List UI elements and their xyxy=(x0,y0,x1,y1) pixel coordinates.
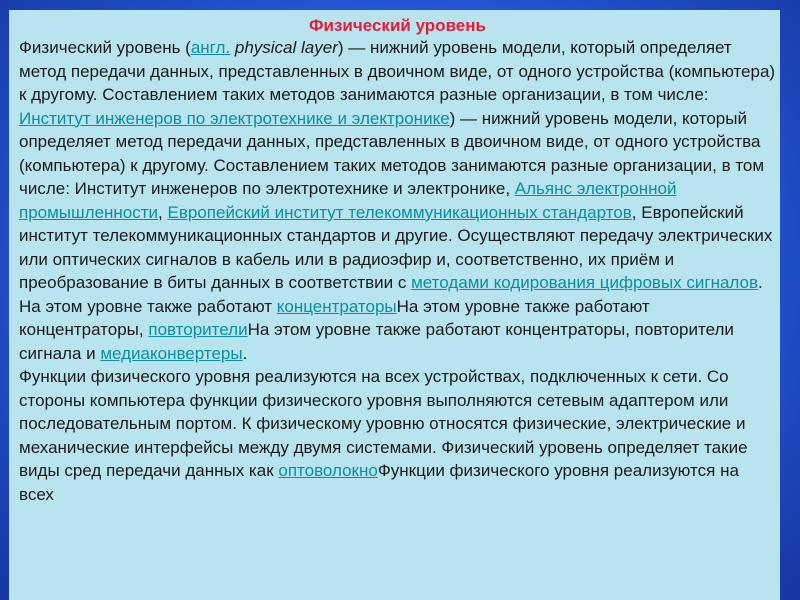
content-panel xyxy=(9,10,780,600)
text-span: ) — нижний уровень модели, который определяет метод передачи данных, представленных в двоичном виде, от одного устройства (компьютера) к другому. Составлением таких методов занимаются разные организации, в том числе: xyxy=(19,38,776,104)
text-span: На этом уровне также работают концентраторы, xyxy=(19,296,650,339)
link-hubs[interactable]: концентраторы xyxy=(276,296,397,316)
text-span: Функции физического уровня реализуются на всех устройствах, подключенных к сети. Со стороны компьютера функции физического уровня выполняются сетевым адаптером или последовательным портом. К физическому уровню относятся физические, электрические и механические интерфейсы между двумя системами. Физический уровень определяет такие виды сред передачи данных как xyxy=(19,367,748,480)
text-span: . xyxy=(758,273,763,292)
slide-title: Физический уровень xyxy=(309,16,486,35)
text-span: . xyxy=(242,343,248,363)
text-span: , xyxy=(158,202,168,222)
link-media-converters[interactable]: медиаконвертеры xyxy=(100,343,243,363)
text-span: ) — нижний уровень модели, который определяет метод передачи данных, представленных в двоичном виде, от одного устройства (компьютера) к другому. Составлением таких методов занимаются разные организации, в том числе: Институт инженеров по электротехнике и электронике, xyxy=(19,108,765,198)
paragraph-devices xyxy=(19,295,776,366)
paragraph-definition xyxy=(19,36,776,295)
link-repeaters[interactable]: повторители xyxy=(148,320,248,339)
text-span: Функции физического уровня реализуются на всех xyxy=(19,461,739,504)
link-fiber[interactable]: оптоволокно xyxy=(278,461,378,480)
link-eia[interactable]: Альянс электронной промышленности xyxy=(19,179,677,222)
body-text xyxy=(19,36,776,506)
link-coding-methods[interactable]: методами кодирования цифровых сигналов xyxy=(411,273,759,292)
text-span: Физический уровень ( xyxy=(19,38,191,57)
text-span: , Европейский институт телекоммуникационных стандартов и другие. Осуществляют передачу электрических или оптических сигналов в кабель или в радиоэфир и, соответственно, их приём и преобразование в биты данных в соответствии с xyxy=(19,202,773,292)
paragraph-functions xyxy=(19,365,776,506)
term-physical-layer: physical layer xyxy=(234,38,338,57)
text-span: На этом уровне также работают концентраторы, повторители сигнала и xyxy=(19,320,734,363)
link-angl[interactable]: англ. xyxy=(190,38,231,57)
link-etsi[interactable]: Европейский институт телекоммуникационных стандартов xyxy=(167,202,632,222)
text-span: На этом уровне также работают xyxy=(19,296,277,316)
link-ieee[interactable]: Институт инженеров по электротехнике и электронике xyxy=(19,108,450,128)
